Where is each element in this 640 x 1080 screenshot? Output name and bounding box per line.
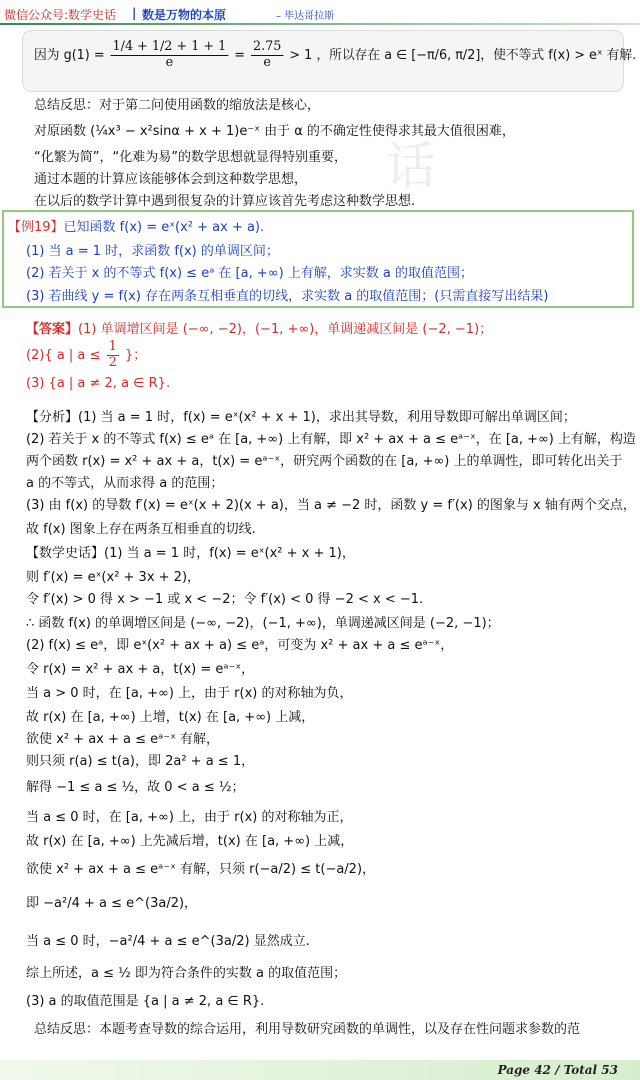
solution-line-17: 综上所述，a ≤ ½ 即为符合条件的实数 a 的取值范围； <box>26 966 347 981</box>
header-series: 数是万物的本原 <box>142 8 227 22</box>
answer-fraction: $\frac{1}{2}$ <box>108 339 117 370</box>
answer-tag: 【答案】 <box>26 322 79 337</box>
header-divider: | <box>132 6 137 20</box>
solution-line-1: 【数学史话】(1) 当 a = 1 时，f(x) = eˣ(x² + x + 1)， <box>26 546 355 561</box>
answer-line-2: (2){ a | a ≤ $\frac{1}{2}$ }； <box>26 339 147 370</box>
solution-line-2: 则 f′(x) = eˣ(x² + 3x + 2)， <box>26 570 201 585</box>
solution-line-8: 故 r(x) 在 [a, +∞) 上增，t(x) 在 [a, +∞) 上减， <box>26 710 315 725</box>
reflect1-line-1: 总结反思：对于第二问使用函数的缩放法是核心， <box>34 98 321 113</box>
analysis-line-5: (3) 由 f(x) 的导数 f′(x) = eˣ(x + 2)(x + a)，当 a ≠ −2 时，函数 y = f′(x) 的图象与 x 轴有两个交点， <box>26 498 636 513</box>
analysis-line-2: (2) 若关于 x 的不等式 f(x) ≤ eᵃ 在 [a, +∞) 上有解，即 x² + ax + a ≤ eᵃ⁻ˣ，在 [a, +∞) 上有解，构造 <box>26 432 636 447</box>
reflect1-line-3: “化繁为简”，“化难为易”的数学思想就显得特别重要， <box>34 150 347 165</box>
analysis-line-1: 【分析】(1) 当 a = 1 时，f(x) = eˣ(x² + x + 1)，求出其导数，利用导数即可解出单调区间； <box>26 410 576 425</box>
watermark-char-hua: 话 <box>386 137 436 195</box>
example-question-1: (1) 当 a = 1 时，求函数 f(x) 的单调区间； <box>26 244 279 259</box>
solution-line-10: 则只须 r(a) ≤ t(a)，即 2a² + a ≤ 1， <box>26 754 255 769</box>
solution-line-3: 令 f′(x) > 0 得 x > −1 或 x < −2；令 f′(x) < 0 得 −2 < x < −1. <box>26 592 424 607</box>
reflect1-line-2: 对原函数 (¼x³ − x²sinα + x + 1)e⁻ˣ 由于 α 的不确定性使得求其最大值很困难， <box>34 124 515 139</box>
reflect1-line-5: 在以后的数学计算中遇到很复杂的计算应该首先考虑这种数学思想. <box>34 194 416 209</box>
solution-line-5: (2) f(x) ≤ eᵃ，即 eˣ(x² + ax + a) ≤ eᵃ，可变为 x² + ax + a ≤ eᵃ⁻ˣ， <box>26 638 454 653</box>
reflect2-line: 总结反思：本题考查导数的综合运用，利用导数研究函数的单调性，以及存在性问题求参数的范 <box>34 1022 581 1037</box>
intro-line: 因为 g(1) = $\frac{1/4 + 1/2 + 1 + 1}{e}$ = $\frac{2.75}{e}$ > 1 ，所以存在 a ∈ [−π/6, π/2]，使不等式 f(x) > eˣ 有解. <box>34 39 637 70</box>
page-header <box>0 0 640 26</box>
solution-line-16: 当 a ≤ 0 时，−a²/4 + a ≤ e^(3a/2) 显然成立. <box>26 934 310 949</box>
example-question-2: (2) 若关于 x 的不等式 f(x) ≤ eᵃ 在 [a, +∞) 上有解，求实数 a 的取值范围； <box>26 266 474 281</box>
solution-line-12: 当 a ≤ 0 时，在 [a, +∞) 上，由于 r(x) 的对称轴为正， <box>26 810 353 825</box>
analysis-line-6: 故 f(x) 图象上存在两条互相垂直的切线. <box>26 522 256 537</box>
page-number: Page 42 / Total 53 <box>497 1063 618 1077</box>
header-rule <box>0 23 640 25</box>
analysis-line-4: a 的不等式，从而求得 a 的范围； <box>26 476 224 491</box>
solution-line-11: 解得 −1 ≤ a ≤ ½，故 0 < a ≤ ½； <box>26 780 245 795</box>
example-statement: 【例19】已知函数 f(x) = eˣ(x² + ax + a). <box>8 220 265 235</box>
analysis-line-3: 两个函数 r(x) = x² + ax + a，t(x) = eᵃ⁻ˣ，研究两个函数的在 [a, +∞) 上的单调性，即可转化出关于 <box>26 454 623 469</box>
header-account: 微信公众号:数学史话 <box>4 8 117 22</box>
header-author: – 毕达哥拉斯 <box>276 11 335 22</box>
intro-fraction-2: $\frac{2.75}{e}$ <box>253 39 282 70</box>
solution-line-6: 令 r(x) = x² + ax + a，t(x) = eᵃ⁻ˣ， <box>26 662 255 677</box>
answer-line-1: 【答案】(1) 单调增区间是 (−∞, −2)，(−1, +∞)，单调递减区间是 (−2, −1)； <box>26 322 493 337</box>
solution-line-15: 即 −a²/4 + a ≤ e^(3a/2)， <box>26 896 198 911</box>
reflect1-line-4: 通过本题的计算应该能够体会到这种数学思想， <box>34 172 308 187</box>
solution-line-4: ∴ 函数 f(x) 的单调增区间是 (−∞, −2)，(−1, +∞)，单调递减区间是 (−2, −1)； <box>26 616 500 631</box>
solution-line-14: 欲使 x² + ax + a ≤ eᵃ⁻ˣ 有解，只须 r(−a/2) ≤ t(−a/2)， <box>26 862 376 877</box>
answer-line-3: (3) {a | a ≠ 2, a ∈ R}. <box>26 376 171 391</box>
solution-line-13: 故 r(x) 在 [a, +∞) 上先减后增，t(x) 在 [a, +∞) 上减， <box>26 834 354 849</box>
solution-line-18: (3) a 的取值范围是 {a | a ≠ 2, a ∈ R}. <box>26 994 265 1009</box>
example-question-3: (3) 若曲线 y = f(x) 存在两条互相垂直的切线，求实数 a 的取值范围；(只需直接写出结果) <box>26 289 549 304</box>
solution-line-9: 欲使 x² + ax + a ≤ eᵃ⁻ˣ 有解， <box>26 732 219 747</box>
page-footer <box>0 1060 640 1080</box>
solution-line-7: 当 a > 0 时，在 [a, +∞) 上，由于 r(x) 的对称轴为负， <box>26 686 353 701</box>
example-tag: 【例19】 <box>8 220 64 235</box>
intro-fraction-1: $\frac{1/4 + 1/2 + 1 + 1}{e}$ <box>112 39 227 70</box>
